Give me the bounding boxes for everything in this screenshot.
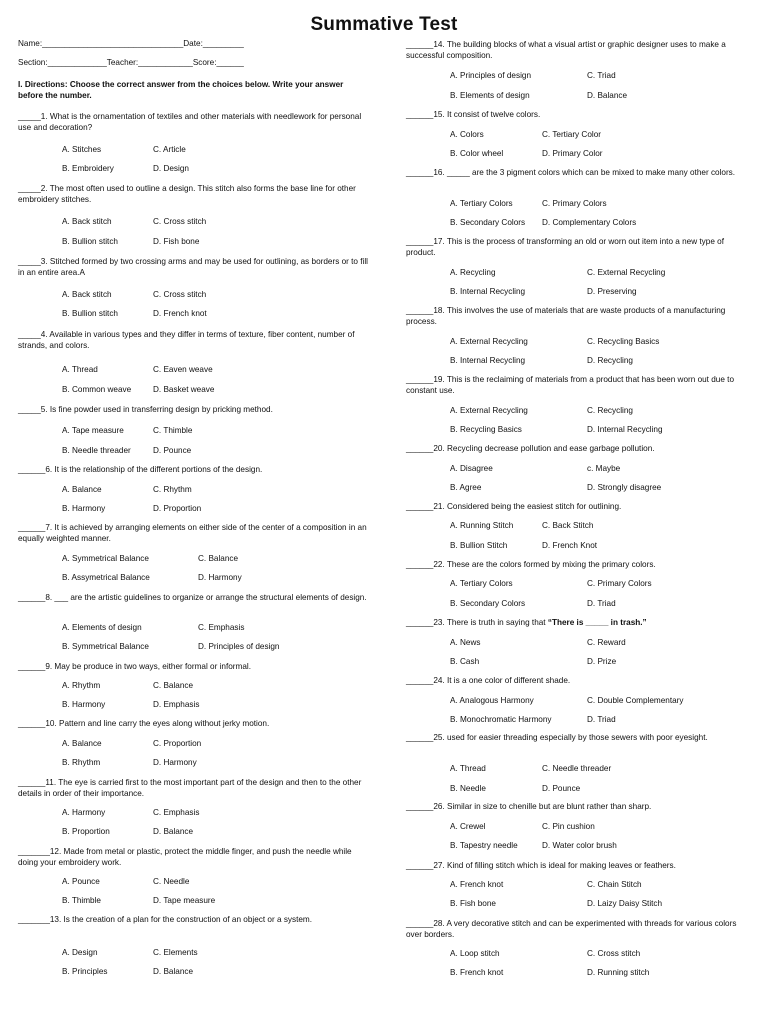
question-6-option-a: A. Balance [62,485,102,494]
question-1-option-a: A. Stitches [62,145,102,154]
question-1-option-c: C. Article [153,145,186,154]
question-17 [406,237,750,258]
question-text: _____5. Is fine powder used in transferring design by pricking method. [18,405,273,414]
question-15-option-a: A. Colors [450,130,484,139]
question-17-option-c: C. External Recycling [587,268,666,277]
question-2-option-d: D. Fish bone [153,237,200,246]
question-5-option-a: A. Tape measure [62,426,124,435]
question-22-option-c: C. Primary Colors [587,579,652,588]
question-25-option-b: B. Needle [450,784,486,793]
question-text: ______23. There is truth in saying that [406,618,546,627]
question-6-option-c: C. Rhythm [153,485,192,494]
question-20-option-d: D. Strongly disagree [587,483,662,492]
question-text: _____3. Stitched formed by two crossing arms and may be used for outlining, as borders or to fill in an entire area.A [18,257,368,277]
question-28-option-a: A. Loop stitch [450,949,500,958]
question-7-option-d: D. Harmony [198,573,242,582]
question-23-option-a: A. News [450,638,481,647]
question-14 [406,40,750,61]
question-25-option-a: A. Thread [450,764,486,773]
question-text: ______25. used for easier threading especially by those sewers with poor eyesight. [406,733,708,742]
question-12-option-a: A. Pounce [62,877,100,886]
question-14-option-a: A. Principles of design [450,71,532,80]
question-9 [18,662,370,673]
question-14-option-c: C. Triad [587,71,616,80]
question-4 [18,330,370,351]
question-5-option-c: C. Thimble [153,426,193,435]
question-21-option-a: A. Running Stitch [450,521,514,530]
question-20 [406,444,750,455]
question-22 [406,560,750,571]
question-19 [406,375,750,396]
question-7-option-b: B. Assymetrical Balance [62,573,150,582]
question-text: ______8. ___ are the artistic guidelines to organize or arrange the structural elements of design. [18,593,367,602]
question-26-option-d: D. Water color brush [542,841,617,850]
question-text: _____2. The most often used to outline a design. This stitch also forms the base line for other embroidery stitches. [18,184,356,204]
question-28 [406,919,750,940]
question-13-option-c: C. Elements [153,948,198,957]
question-13-option-a: A. Design [62,948,98,957]
question-15-option-d: D. Primary Color [542,149,603,158]
question-9-option-a: A. Rhythm [62,681,101,690]
directions: I. Directions: Choose the correct answer from the choices below. Write your answer before the number. [18,80,344,100]
section-teacher-score-line: Section:_____________Teacher:____________Score:______ [18,58,244,67]
question-16 [406,168,750,179]
question-8-option-b: B. Symmetrical Balance [62,642,149,651]
question-23-option-b: B. Cash [450,657,480,666]
question-17-option-d: D. Preserving [587,287,637,296]
question-1-option-b: B. Embroidery [62,164,114,173]
question-28-option-c: C. Cross stitch [587,949,641,958]
question-12 [18,847,370,868]
question-24-option-a: A. Analogous Harmony [450,696,534,705]
question-23-option-c: C. Reward [587,638,626,647]
question-15 [406,110,750,121]
question-text: ______10. Pattern and line carry the eyes along without jerky motion. [18,719,270,728]
question-18 [406,306,750,327]
question-27-option-c: C. Chain Stitch [587,880,642,889]
question-7-option-a: A. Symmetrical Balance [62,554,149,563]
question-13-option-b: B. Principles [62,967,108,976]
question-19-option-a: A. External Recycling [450,406,528,415]
question-text: ______28. A very decorative stitch and can be experimented with threads for various colors over borders. [406,919,737,939]
question-text: _____1. What is the ornamentation of textiles and other materials with needlework for personal use and decoration? [18,112,362,132]
question-11 [18,778,370,799]
question-text: _______12. Made from metal or plastic, protect the middle finger, and push the needle while doing your embroidery work. [18,847,352,867]
question-26-option-b: B. Tapestry needle [450,841,518,850]
question-18-option-c: C. Recycling Basics [587,337,660,346]
question-10-option-c: C. Proportion [153,739,202,748]
question-18-option-a: A. External Recycling [450,337,528,346]
question-7-option-c: C. Balance [198,554,239,563]
question-text: ______6. It is the relationship of the different portions of the design. [18,465,263,474]
question-16-option-b: B. Secondary Colors [450,218,526,227]
page-title: Summative Test [310,14,458,35]
question-21-option-c: C. Back Stitch [542,521,594,530]
question-27-option-b: B. Fish bone [450,899,496,908]
question-12-option-c: C. Needle [153,877,190,886]
question-text: ______26. Similar in size to chenille but are blunt rather than sharp. [406,802,652,811]
question-3-option-d: D. French knot [153,309,207,318]
question-text: ______7. It is achieved by arranging elements on either side of the center of a composition in an equally weighted manner. [18,523,367,543]
question-27 [406,861,750,872]
question-24 [406,676,750,687]
question-text: ______11. The eye is carried first to the most important part of the design and then to the other details in order of their importance. [18,778,362,798]
question-20-option-c: c. Maybe [587,464,621,473]
question-10 [18,719,370,730]
question-16-option-d: D. Complementary Colors [542,218,637,227]
question-6-option-d: D. Proportion [153,504,202,513]
question-28-option-b: B. French knot [450,968,504,977]
question-18-option-b: B. Internal Recycling [450,356,526,365]
question-24-option-b: B. Monochromatic Harmony [450,715,552,724]
question-17-option-a: A. Recycling [450,268,496,277]
question-12-option-b: B. Thimble [62,896,101,905]
question-11-option-a: A. Harmony [62,808,106,817]
question-2-option-a: A. Back stitch [62,217,112,226]
question-18-option-d: D. Recycling [587,356,633,365]
question-16-option-a: A. Tertiary Colors [450,199,513,208]
question-8-option-a: A. Elements of design [62,623,142,632]
question-9-option-c: C. Balance [153,681,194,690]
question-17-option-b: B. Internal Recycling [450,287,526,296]
question-13 [18,915,370,926]
question-9-option-d: D. Emphasis [153,700,200,709]
question-6 [18,465,370,476]
question-text: ______27. Kind of filling stitch which is ideal for making leaves or feathers. [406,861,676,870]
question-20-option-b: B. Agree [450,483,482,492]
question-14-option-d: D. Balance [587,91,628,100]
question-1-option-d: D. Design [153,164,189,173]
question-10-option-b: B. Rhythm [62,758,101,767]
question-4-option-a: A. Thread [62,365,98,374]
question-15-option-b: B. Color wheel [450,149,504,158]
question-2 [18,184,370,205]
question-10-option-d: D. Harmony [153,758,197,767]
question-19-option-c: C. Recycling [587,406,633,415]
question-8-option-d: D. Principles of design [198,642,280,651]
question-text: ______24. It is a one color of different shade. [406,676,571,685]
question-quote: “There is _____ in trash.” [547,618,647,627]
question-22-option-d: D. Triad [587,599,616,608]
question-text: ______20. Recycling decrease pollution and ease garbage pollution. [406,444,655,453]
question-2-option-b: B. Bullion stitch [62,237,118,246]
question-text: ______14. The building blocks of what a visual artist or graphic designer uses to make a successful composition. [406,40,726,60]
question-1 [18,112,370,133]
question-9-option-b: B. Harmony [62,700,106,709]
question-14-option-b: B. Elements of design [450,91,530,100]
question-3-option-a: A. Back stitch [62,290,112,299]
question-27-option-a: A. French knot [450,880,504,889]
question-text: ______9. May be produce in two ways, either formal or informal. [18,662,252,671]
question-3-option-c: C. Cross stitch [153,290,207,299]
question-8 [18,593,370,604]
question-11-option-b: B. Proportion [62,827,110,836]
question-19-option-d: D. Internal Recycling [587,425,663,434]
question-16-option-c: C. Primary Colors [542,199,607,208]
question-13-option-d: D. Balance [153,967,194,976]
question-25 [406,733,750,744]
question-23-option-d: D. Prize [587,657,617,666]
question-text: ______16. _____ are the 3 pigment colors which can be mixed to make many other colors. [406,168,736,177]
question-text: ______18. This involves the use of materials that are waste products of a manufacturing process. [406,306,726,326]
question-text: ______15. It consist of twelve colors. [406,110,541,119]
question-text: ______22. These are the colors formed by mixing the primary colors. [406,560,656,569]
question-3-option-b: B. Bullion stitch [62,309,118,318]
question-2-option-c: C. Cross stitch [153,217,207,226]
question-12-option-d: D. Tape measure [153,896,216,905]
question-8-option-c: C. Emphasis [198,623,245,632]
question-text: _____4. Available in various types and they differ in terms of texture, fiber content, number of strands, and colors. [18,330,355,350]
question-27-option-d: D. Laizy Daisy Stitch [587,899,663,908]
question-5-option-b: B. Needle threader [62,446,131,455]
question-26-option-a: A. Crewel [450,822,486,831]
question-22-option-a: A. Tertiary Colors [450,579,513,588]
question-5-option-d: D. Pounce [153,446,192,455]
question-28-option-d: D. Running stitch [587,968,650,977]
question-text: _______13. Is the creation of a plan for the construction of an object or a system. [18,915,313,924]
question-11-option-c: C. Emphasis [153,808,200,817]
question-22-option-b: B. Secondary Colors [450,599,526,608]
question-text: ______21. Considered being the easiest stitch for outlining. [406,502,622,511]
question-25-option-c: C. Needle threader [542,764,612,773]
question-23 [406,618,750,629]
question-text: ______17. This is the process of transforming an old or worn out item into a new type of product. [406,237,724,257]
question-7 [18,523,370,544]
question-11-option-d: D. Balance [153,827,194,836]
question-15-option-c: C. Tertiary Color [542,130,601,139]
question-4-option-b: B. Common weave [62,385,132,394]
question-4-option-d: D. Basket weave [153,385,215,394]
question-10-option-a: A. Balance [62,739,102,748]
question-text: ______19. This is the reclaiming of materials from a product that has been worn out due to constant use. [406,375,734,395]
question-21 [406,502,750,513]
question-24-option-d: D. Triad [587,715,616,724]
question-21-option-d: D. French Knot [542,541,598,550]
question-26 [406,802,750,813]
question-19-option-b: B. Recycling Basics [450,425,522,434]
question-6-option-b: B. Harmony [62,504,106,513]
question-5 [18,405,370,416]
question-24-option-c: C. Double Complementary [587,696,684,705]
name-date-line: Name:_______________________________Date:_________ [18,39,244,48]
question-20-option-a: A. Disagree [450,464,493,473]
question-26-option-c: C. Pin cushion [542,822,595,831]
question-25-option-d: D. Pounce [542,784,581,793]
question-21-option-b: B. Bullion Stitch [450,541,508,550]
question-3 [18,257,370,278]
question-4-option-c: C. Eaven weave [153,365,213,374]
